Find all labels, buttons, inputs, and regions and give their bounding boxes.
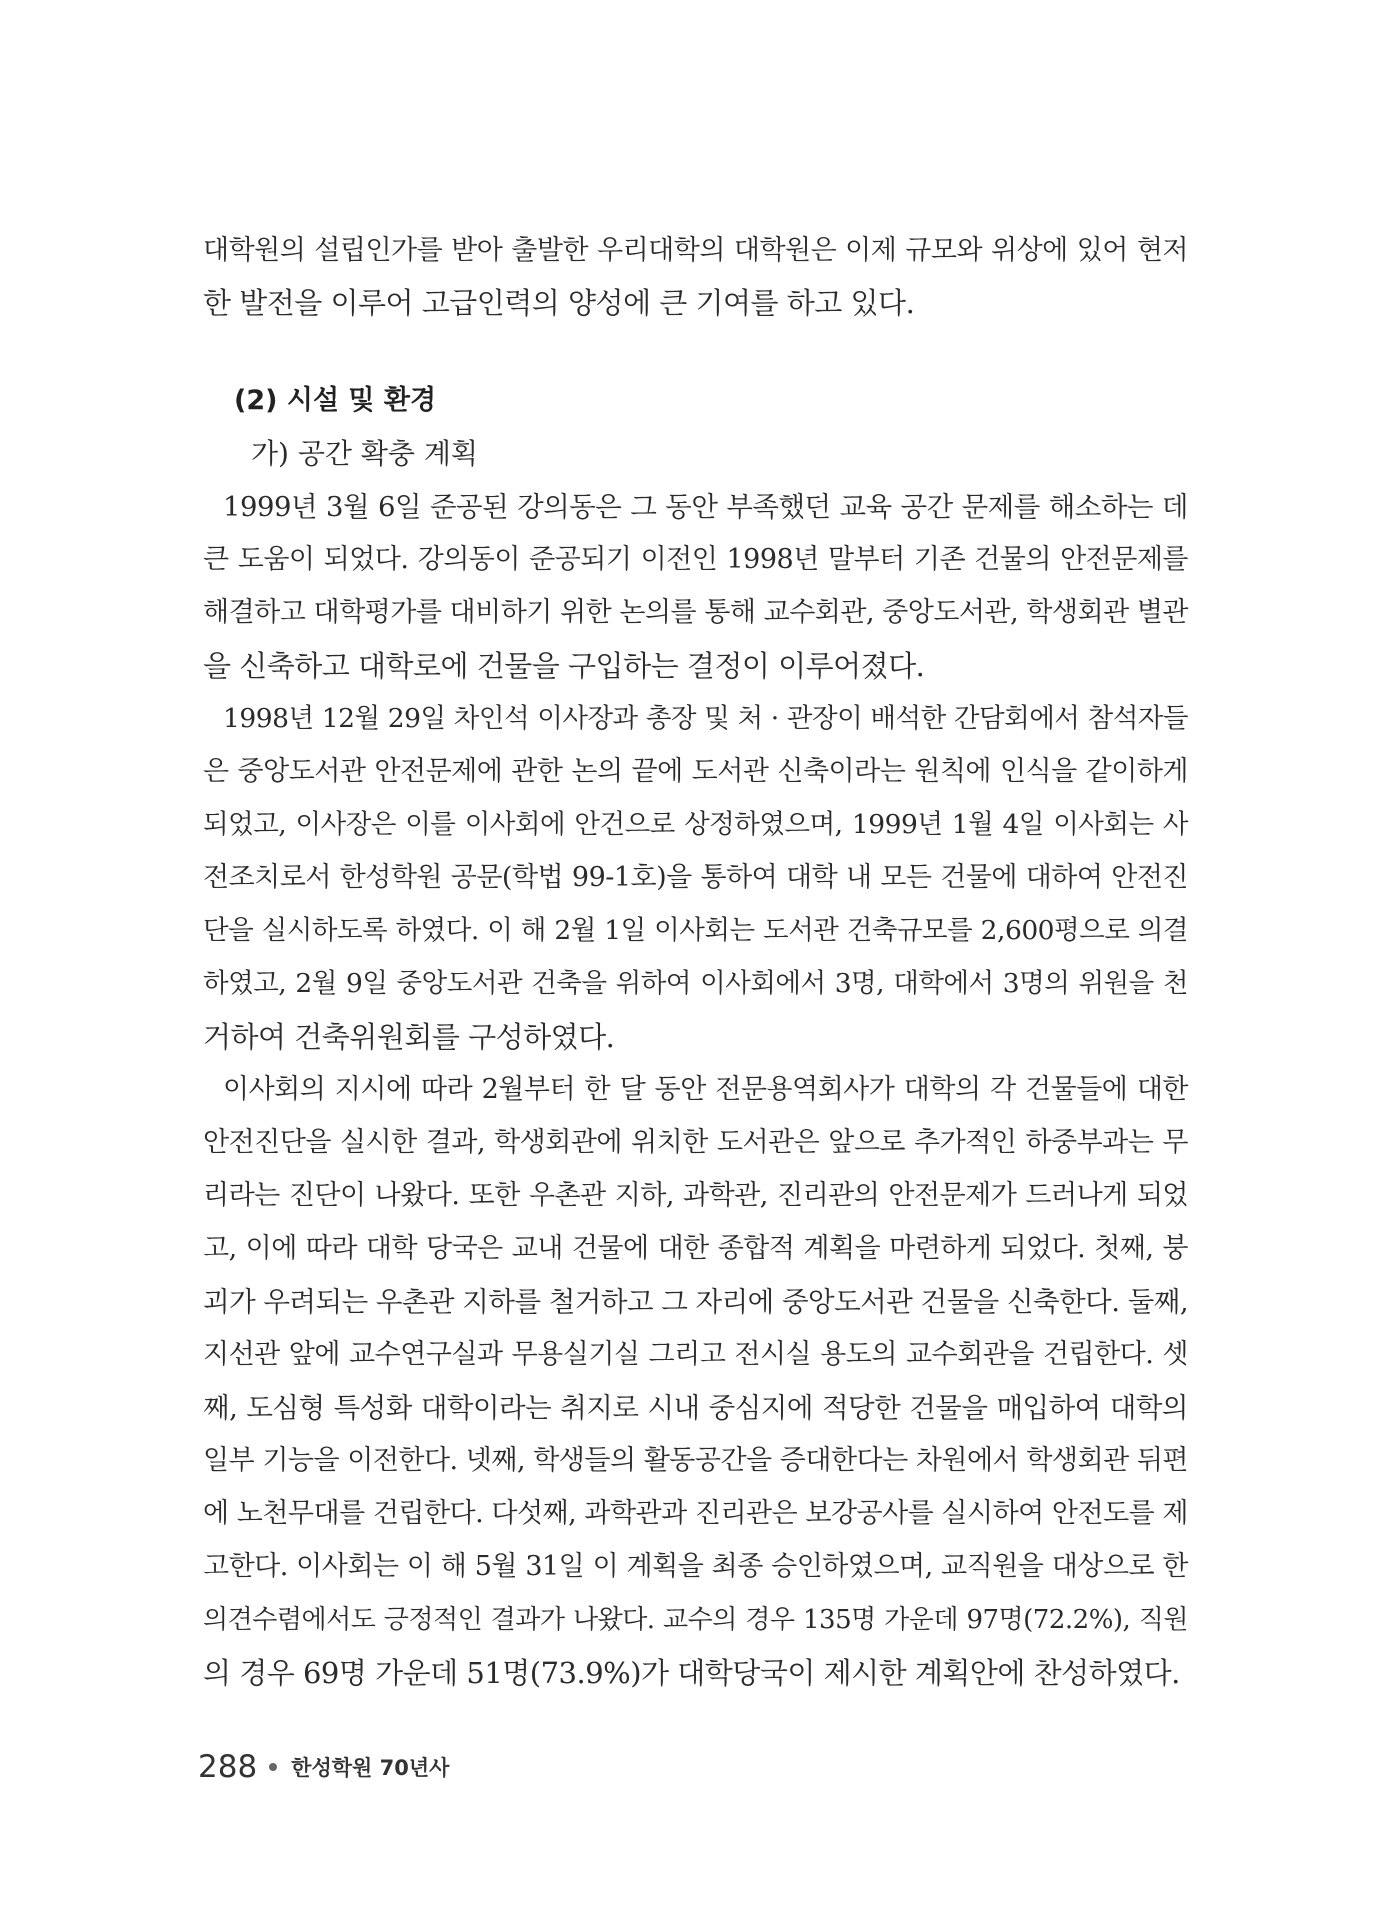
intro-line-1: 대학원의 설립인가를 받아 출발한 우리대학의 대학원은 이제 규모와 위상에 있어 현저	[203, 235, 1188, 266]
paragraph-3-line: 의 경우 69명 가운데 51명(73.9%)가 대학당국이 제시한 계획안에 찬성하였다.	[203, 1656, 1180, 1690]
page-footer	[198, 1749, 449, 1785]
paragraph-1-line: 큰 도움이 되었다. 강의동이 준공되기 이전인 1998년 말부터 기존 건물의 안전문제를	[203, 544, 1188, 575]
paragraph-2-line: 거하여 건축위원회를 구성하였다.	[203, 1020, 615, 1054]
paragraph-2-line: 단을 실시하도록 하였다. 이 해 2월 1일 이사회는 도서관 건축규모를 2,600평으로 의결	[203, 915, 1188, 946]
paragraph-3-line: 리라는 진단이 나왔다. 또한 우촌관 지하, 과학관, 진리관의 안전문제가 드러나게 되었	[203, 1180, 1188, 1211]
paragraph-3-line: 고, 이에 따라 대학 당국은 교내 건물에 대한 종합적 계획을 마련하게 되었다. 첫째, 붕	[203, 1233, 1188, 1264]
paragraph-2-line: 1998년 12월 29일 차인석 이사장과 총장 및 처 · 관장이 배석한 간담회에서 참석자들	[223, 703, 1188, 734]
paragraph-3-line: 이사회의 지시에 따라 2월부터 한 달 동안 전문용역회사가 대학의 각 건물들에 대한	[223, 1074, 1188, 1105]
paragraph-3-line: 지선관 앞에 교수연구실과 무용실기실 그리고 전시실 용도의 교수회관을 건립한다. 셋	[203, 1339, 1188, 1370]
paragraph-3-line: 고한다. 이사회는 이 해 5월 31일 이 계획을 최종 승인하였으며, 교직원을 대상으로 한	[203, 1551, 1188, 1582]
paragraph-2-line: 하였고, 2월 9일 중앙도서관 건축을 위하여 이사회에서 3명, 대학에서 3명의 위원을 천	[203, 968, 1188, 999]
section-heading: (2) 시설 및 환경	[234, 385, 437, 416]
paragraph-3-line: 의견수렴에서도 긍정적인 결과가 나왔다. 교수의 경우 135명 가운데 97명(72.2%), 직원	[203, 1605, 1188, 1635]
bullet-dot-icon	[269, 1763, 277, 1771]
paragraph-3-line: 에 노천무대를 건립한다. 다섯째, 과학관과 진리관은 보강공사를 실시하여 안전도를 제	[203, 1498, 1188, 1529]
paragraph-1-line: 을 신축하고 대학로에 건물을 구입하는 결정이 이루어졌다.	[203, 649, 925, 683]
intro-line-2: 한 발전을 이루어 고급인력의 양성에 큰 기여를 하고 있다.	[203, 286, 915, 320]
paragraph-3-line: 안전진단을 실시한 결과, 학생회관에 위치한 도서관은 앞으로 추가적인 하중부과는 무	[203, 1127, 1188, 1158]
paragraph-3-line: 일부 기능을 이전한다. 넷째, 학생들의 활동공간을 증대한다는 차원에서 학생회관 뒤편	[203, 1445, 1188, 1476]
paragraph-2-line: 전조치로서 한성학원 공문(학법 99-1호)을 통하여 대학 내 모든 건물에 대하여 안전진	[203, 862, 1188, 893]
section-subheading: 가) 공간 확충 계획	[251, 437, 478, 470]
paragraph-3-line: 괴가 우려되는 우촌관 지하를 철거하고 그 자리에 중앙도서관 건물을 신축한다. 둘째,	[203, 1286, 1189, 1318]
paragraph-3-line: 째, 도심형 특성화 대학이라는 취지로 시내 중심지에 적당한 건물을 매입하여 대학의	[203, 1392, 1188, 1424]
page-number: 288	[198, 1749, 258, 1785]
paragraph-2-line: 되었고, 이사장은 이를 이사회에 안건으로 상정하였으며, 1999년 1월 4일 이사회는 사	[203, 809, 1188, 840]
paragraph-2-line: 은 중앙도서관 안전문제에 관한 논의 끝에 도서관 신축이라는 원칙에 인식을 같이하게	[203, 756, 1188, 787]
book-title: 한성학원 70년사	[291, 1756, 450, 1780]
paragraph-1-line: 1999년 3월 6일 준공된 강의동은 그 동안 부족했던 교육 공간 문제를 해소하는 데	[223, 491, 1188, 523]
paragraph-1-line: 해결하고 대학평가를 대비하기 위한 논의를 통해 교수회관, 중앙도서관, 학생회관 별관	[203, 597, 1188, 628]
